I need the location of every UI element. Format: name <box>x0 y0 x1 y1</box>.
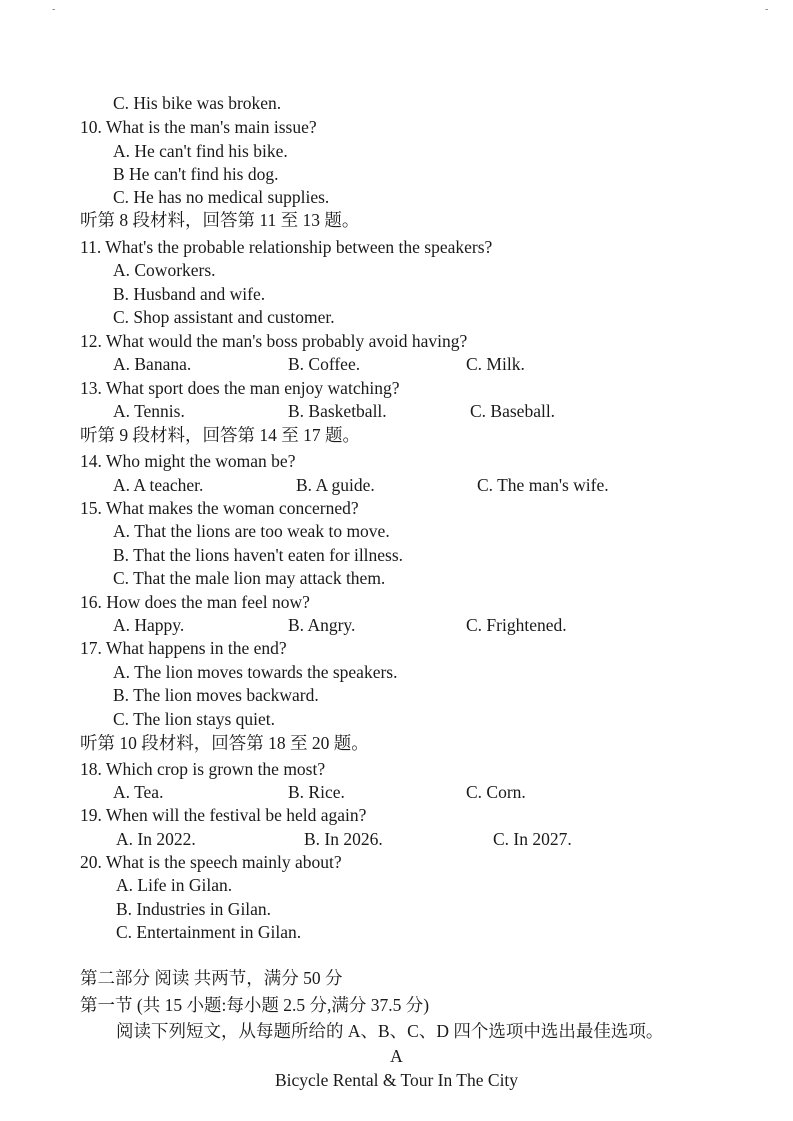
option-a: A. Tennis. <box>113 401 185 421</box>
option-a: A. Tea. <box>113 782 164 802</box>
option-text: A. Life in Gilan. <box>116 875 233 895</box>
section-heading-8: 听第 8 段材料，回答第 11 至 13 题。 <box>80 210 360 230</box>
question-13: 13. What sport does the man enjoy watching? <box>80 378 400 398</box>
question-15: 15. What makes the woman concerned? <box>80 498 359 518</box>
option-text: A. The lion moves towards the speakers. <box>113 662 398 682</box>
option-b: B. In 2026. <box>304 829 383 849</box>
options-row <box>0 474 793 496</box>
option-b: B. Angry. <box>288 615 356 635</box>
options-row <box>0 614 793 636</box>
option-c: C. Frightened. <box>466 615 567 635</box>
options-row <box>0 828 793 850</box>
option-text: C. His bike was broken. <box>113 93 282 113</box>
option-text: C. The lion stays quiet. <box>113 709 276 729</box>
option-a: A. A teacher. <box>113 475 204 495</box>
option-text: B. That the lions haven't eaten for illness. <box>113 545 404 565</box>
question-10: 10. What is the man's main issue? <box>80 117 317 137</box>
option-text: B He can't find his dog. <box>113 164 279 184</box>
option-c: C. Baseball. <box>470 401 556 421</box>
option-a: A. Banana. <box>113 354 192 374</box>
option-text: A. Coworkers. <box>113 260 216 280</box>
section-heading-10: 听第 10 段材料，回答第 18 至 20 题。 <box>80 733 369 753</box>
option-b: B. Coffee. <box>288 354 361 374</box>
option-a: A. Happy. <box>113 615 185 635</box>
option-b: B. Basketball. <box>288 401 387 421</box>
scan-mark: - <box>52 4 56 15</box>
option-text: C. Entertainment in Gilan. <box>116 922 302 942</box>
passage-letter: A <box>390 1046 403 1066</box>
option-text: C. He has no medical supplies. <box>113 187 330 207</box>
option-text: B. Industries in Gilan. <box>116 899 272 919</box>
option-text: A. He can't find his bike. <box>113 141 288 161</box>
option-c: C. In 2027. <box>493 829 572 849</box>
question-18: 18. Which crop is grown the most? <box>80 759 326 779</box>
option-c: C. Milk. <box>466 354 525 374</box>
option-b: B. Rice. <box>288 782 345 802</box>
option-text: B. Husband and wife. <box>113 284 266 304</box>
question-14: 14. Who might the woman be? <box>80 451 296 471</box>
option-text: C. That the male lion may attack them. <box>113 568 386 588</box>
part-two-heading: 第二部分 阅读 共两节，满分 50 分 <box>80 968 343 988</box>
option-text: C. Shop assistant and customer. <box>113 307 335 327</box>
section-heading-9: 听第 9 段材料，回答第 14 至 17 题。 <box>80 425 360 445</box>
question-19: 19. When will the festival be held again? <box>80 805 367 825</box>
passage-title: Bicycle Rental & Tour In The City <box>274 1070 519 1090</box>
reading-instruction: 阅读下列短文，从每题所给的 A、B、C、D 四个选项中选出最佳选项。 <box>116 1021 664 1041</box>
options-row <box>0 353 793 375</box>
option-a: A. In 2022. <box>116 829 196 849</box>
option-text: A. That the lions are too weak to move. <box>113 521 390 541</box>
question-17: 17. What happens in the end? <box>80 638 287 658</box>
options-row <box>0 781 793 803</box>
question-11: 11. What's the probable relationship between the speakers? <box>80 237 493 257</box>
option-b: B. A guide. <box>296 475 375 495</box>
question-16: 16. How does the man feel now? <box>80 592 310 612</box>
options-row <box>0 400 793 422</box>
question-12: 12. What would the man's boss probably avoid having? <box>80 331 468 351</box>
option-text: B. The lion moves backward. <box>113 685 319 705</box>
scan-mark: - <box>765 4 769 15</box>
section-one-heading: 第一节 (共 15 小题:每小题 2.5 分,满分 37.5 分) <box>80 995 430 1015</box>
option-c: C. Corn. <box>466 782 526 802</box>
option-c: C. The man's wife. <box>477 475 609 495</box>
question-20: 20. What is the speech mainly about? <box>80 852 342 872</box>
